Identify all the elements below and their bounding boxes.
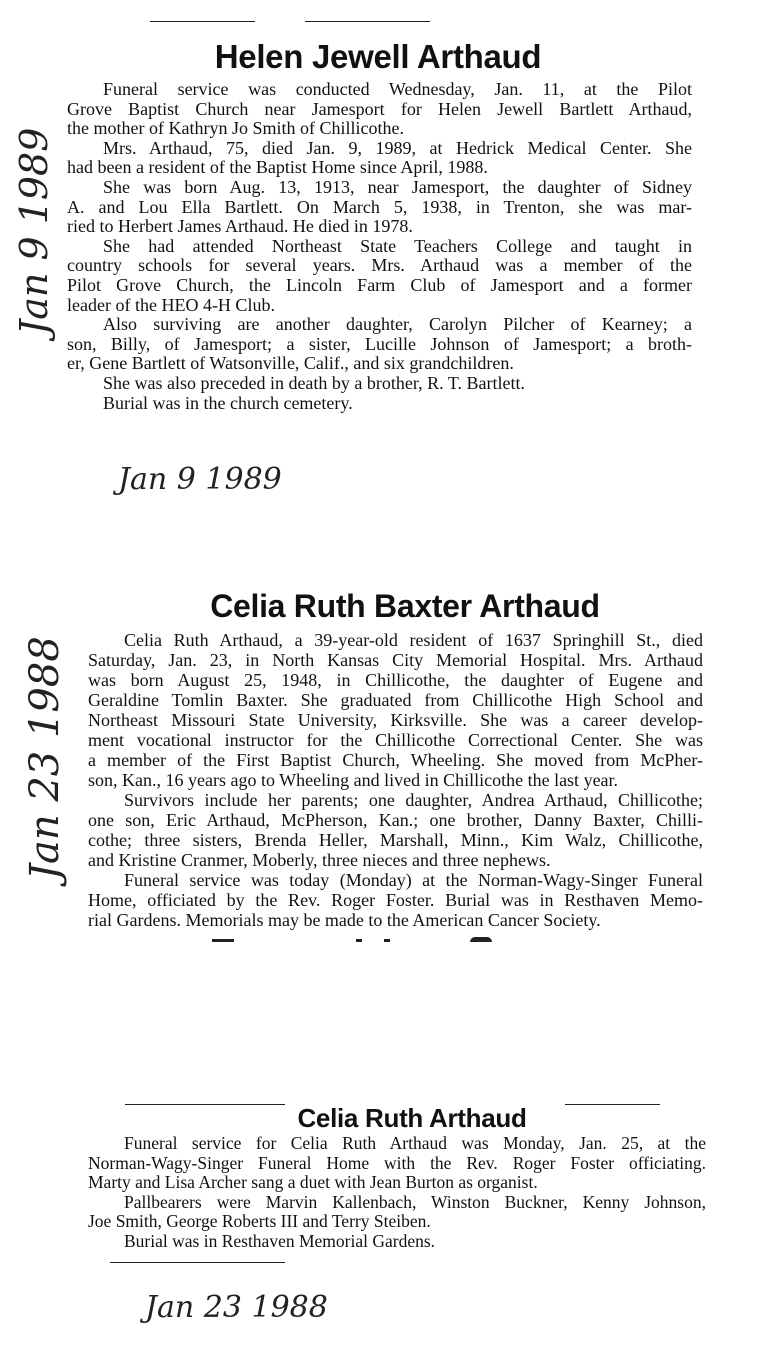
top-rule-left <box>150 21 255 22</box>
text-line: Home, officiated by the Rev. Roger Foster. Burial was in Resthaven Memo- <box>88 890 703 910</box>
text-line: Also surviving are another daughter, Carolyn Pilcher of Kearney; a <box>103 314 692 335</box>
text-line: Funeral service for Celia Ruth Arthaud was Monday, Jan. 25, at the <box>124 1133 706 1153</box>
bottom-rule <box>110 1262 285 1263</box>
text-line: She was born Aug. 13, 1913, near Jamesport, the daughter of Sidney <box>103 176 692 197</box>
section-rule-right <box>565 1104 660 1105</box>
text-line: Grove Baptist Church near Jamesport for Helen Jewell Bartlett Arthaud, <box>67 98 692 119</box>
text-line: Pilot Grove Church, the Lincoln Farm Club of Jamesport and a former <box>67 274 692 295</box>
dash-3 <box>384 939 390 942</box>
text-line: Pallbearers were Marvin Kallenbach, Winston Buckner, Kenny Johnson, <box>124 1191 706 1212</box>
text-line: the mother of Kathryn Jo Smith of Chillicothe. <box>67 118 404 139</box>
text-line: She had attended Northeast State Teachers College and taught in <box>103 235 692 256</box>
text-line: ried to Herbert James Arthaud. He died in 1978. <box>67 216 413 237</box>
text-line: Funeral service was conducted Wednesday, Jan. 11, at the Pilot <box>103 79 692 99</box>
text-line: one son, Eric Arthaud, McPherson, Kan.; one brother, Danny Baxter, Chilli- <box>88 810 703 830</box>
obituary-body-helen <box>67 80 692 413</box>
obituary-title-celia: Celia Ruth Arthaud <box>297 1103 527 1133</box>
obituary-body-celia-baxter <box>88 630 703 930</box>
text-line: Geraldine Tomlin Baxter. She graduated from Chillicothe High School and <box>88 690 703 710</box>
text-line: er, Gene Bartlett of Watsonville, Calif., and six grandchildren. <box>67 353 514 374</box>
text-line: Celia Ruth Arthaud, a 39-year-old resident of 1637 Springhill St., died <box>124 630 703 650</box>
obituary-title-helen: Helen Jewell Arthaud <box>214 38 542 75</box>
text-line: Burial was in Resthaven Memorial Gardens. <box>124 1230 436 1251</box>
text-line: Joe Smith, George Roberts III and Terry Steiben. <box>88 1211 431 1231</box>
handwritten-date-margin-1: Jan 9 1989 <box>12 127 56 335</box>
text-line: Marty and Lisa Archer sang a duet with Jean Burton as organist. <box>88 1172 538 1192</box>
text-line: rial Gardens. Memorials may be made to the American Cancer Society. <box>88 910 601 930</box>
text-line: was born August 25, 1948, in Chillicothe, the daughter of Eugene and <box>88 670 703 690</box>
handwritten-date-1: Jan 9 1989 <box>118 462 282 497</box>
dash-4 <box>470 937 492 942</box>
text-line: leader of the HEO 4-H Club. <box>67 294 275 315</box>
dash-1 <box>212 939 234 942</box>
text-line: country schools for several years. Mrs. Arthaud was a member of the <box>67 255 692 276</box>
text-line: Funeral service was today (Monday) at the Norman-Wagy-Singer Funeral <box>124 870 703 890</box>
text-line: son, Billy, of Jamesport; a sister, Lucille Johnson of Jamesport; a broth- <box>67 333 692 354</box>
text-line: and Kristine Cranmer, Moberly, three nieces and three nephews. <box>88 850 551 870</box>
text-line: A. and Lou Ella Bartlett. On March 5, 1938, in Trenton, she was mar- <box>67 196 692 217</box>
text-line: a member of the First Baptist Church, Wheeling. She moved from McPher- <box>88 750 703 770</box>
dash-2 <box>356 939 362 942</box>
text-line: Mrs. Arthaud, 75, died Jan. 9, 1989, at Hedrick Medical Center. She <box>103 137 692 158</box>
obituary-body-celia <box>88 1134 706 1251</box>
text-line: had been a resident of the Baptist Home since April, 1988. <box>67 157 488 178</box>
text-line: ment vocational instructor for the Chillicothe Correctional Center. She was <box>88 730 703 750</box>
obituary-title-celia-baxter: Celia Ruth Baxter Arthaud <box>210 588 600 624</box>
text-line: She was also preceded in death by a brother, R. T. Bartlett. <box>103 372 525 393</box>
text-line: Survivors include her parents; one daughter, Andrea Arthaud, Chillicothe; <box>124 790 703 810</box>
handwritten-date-2: Jan 23 1988 <box>145 1290 328 1325</box>
text-line: son, Kan., 16 years ago to Wheeling and lived in Chillicothe the last year. <box>88 770 619 790</box>
handwritten-date-margin-2: Jan 23 1988 <box>22 636 68 880</box>
top-rule-right <box>305 21 430 22</box>
text-line: Burial was in the church cemetery. <box>103 392 353 413</box>
text-line: Saturday, Jan. 23, in North Kansas City Memorial Hospital. Mrs. Arthaud <box>88 650 703 670</box>
text-line: cothe; three sisters, Brenda Heller, Marshall, Minn., Kim Walz, Chillicothe, <box>88 830 703 850</box>
text-line: Norman-Wagy-Singer Funeral Home with the Rev. Roger Foster officiating. <box>88 1152 706 1173</box>
text-line: Northeast Missouri State University, Kirksville. She was a career develop- <box>88 710 703 730</box>
section-rule-left <box>125 1104 285 1105</box>
